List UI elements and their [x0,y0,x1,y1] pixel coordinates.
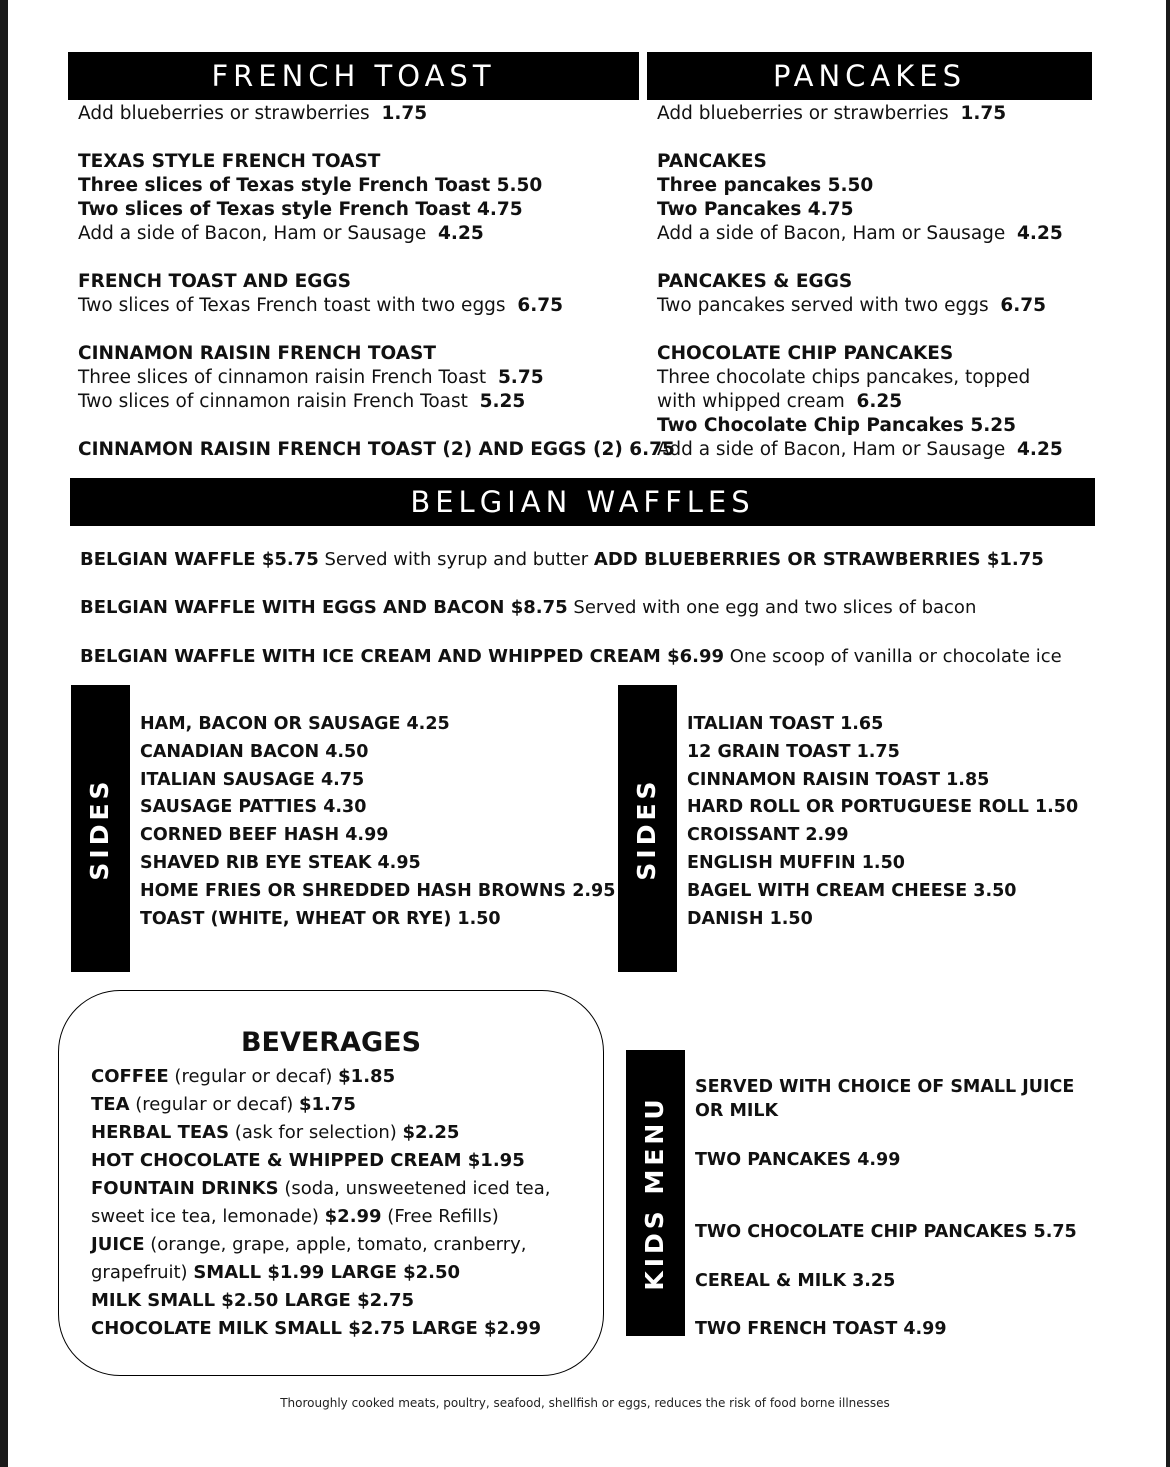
list-item: CORNED BEEF HASH 4.99 [140,825,389,846]
waffle-3-name: BELGIAN WAFFLE WITH ICE CREAM AND WHIPPED CREAM $6.99 [80,646,725,667]
bev-fountain [91,1175,550,1203]
list-item: HARD ROLL OR PORTUGUESE ROLL 1.50 [687,797,1079,818]
list-item: SHAVED RIB EYE STEAK 4.95 [140,852,421,873]
cin-two-price: 5.25 [479,391,526,412]
side-price: 4.25 [438,223,484,244]
kids-item-2: TWO CHOCOLATE CHIP PANCAKES 5.75 [695,1222,1077,1242]
sides-left-label: SIDES [85,777,114,881]
list-item: SAUSAGE PATTIES 4.30 [140,797,367,818]
list-item: CINNAMON RAISIN TOAST 1.85 [687,769,990,790]
pancakes-header: PANCAKES [647,52,1092,100]
list-item: TOAST (WHITE, WHEAT OR RYE) 1.50 [140,908,501,929]
kids-served-1: SERVED WITH CHOICE OF SMALL JUICE [695,1077,1075,1097]
left-edge [0,0,8,1467]
bev-name: COFFEE [91,1066,169,1087]
cin-two [78,390,675,414]
choc-two: Two Chocolate Chip Pancakes 5.25 [657,415,1017,436]
bev-name: HERBAL TEAS [91,1122,230,1143]
cin-three-price: 5.75 [497,367,544,388]
bev-tea [91,1091,550,1119]
waffle-line-1 [80,549,1044,570]
bev-herbal [91,1119,550,1147]
cin-title: CINNAMON RAISIN FRENCH TOAST [78,343,436,364]
bev-desc: (regular or decaf) [168,1066,339,1087]
beverages-list [91,1063,550,1343]
waffle-2-name: BELGIAN WAFFLE WITH EGGS AND BACON $8.75 [80,597,568,618]
bev-name: FOUNTAIN DRINKS [91,1178,279,1199]
pan-eggs-title: PANCAKES & EGGS [657,271,853,292]
addon-text: Add blueberries or strawberries [657,103,949,124]
bev-price: $1.75 [298,1094,356,1115]
list-item: DANISH 1.50 [687,908,813,929]
bev-hot-chocolate: HOT CHOCOLATE & WHIPPED CREAM $1.95 [91,1150,525,1171]
bev-name: JUICE [91,1234,145,1255]
waffle-2-desc: Served with one egg and two slices of bacon [567,597,977,618]
bev-juice-2 [91,1259,550,1287]
waffle-1-add: ADD BLUEBERRIES OR STRAWBERRIES $1.75 [593,549,1044,570]
waffle-3-desc: One scoop of vanilla or chocolate ice [724,646,1062,667]
bev-desc: (ask for selection) [229,1122,403,1143]
choc-line1: Three chocolate chips pancakes, topped [657,367,1031,388]
list-item: CANADIAN BACON 4.50 [140,741,369,762]
choc-line2-price: 6.25 [856,391,903,412]
list-item: HOME FRIES OR SHREDDED HASH BROWNS 2.95 [140,880,616,901]
bev-desc: grapefruit) [91,1262,194,1283]
ft-eggs-line [78,294,675,318]
waffles-header: BELGIAN WAFFLES [70,478,1095,526]
bev-fountain-2 [91,1203,550,1231]
bev-desc: sweet ice tea, lemonade) [91,1206,325,1227]
addon-price: 1.75 [381,103,428,124]
sides-right-label: SIDES [632,777,661,881]
pancakes-section [657,102,1063,462]
side-price: 4.25 [1017,223,1063,244]
kids-item-3: CEREAL & MILK 3.25 [695,1271,896,1291]
bev-price: $2.25 [402,1122,460,1143]
list-item: ENGLISH MUFFIN 1.50 [687,852,905,873]
waffle-1-desc: Served with syrup and butter [318,549,594,570]
french-toast-addon [78,102,675,126]
choc-line2 [657,390,1063,414]
bev-desc: (orange, grape, apple, tomato, cranberry, [144,1234,527,1255]
bev-milk: MILK SMALL $2.50 LARGE $2.75 [91,1290,415,1311]
list-item: BAGEL WITH CREAM CHEESE 3.50 [687,880,1017,901]
bev-name: TEA [91,1094,130,1115]
texas-side [78,222,675,246]
french-toast-section [78,102,675,462]
beverages-title: BEVERAGES [240,1027,422,1058]
sides-left-list [140,711,615,933]
sides-right-list [687,711,1078,933]
french-toast-header: FRENCH TOAST [68,52,639,100]
pan-two: Two Pancakes 4.75 [657,199,854,220]
waffle-line-3 [80,646,1062,667]
waffle-line-2 [80,597,976,618]
footer-note: Thoroughly cooked meats, poultry, seafood, shellfish or eggs, reduces the risk of food borne illnesses [280,1396,890,1410]
eggs-price: 6.75 [1000,295,1047,316]
bev-desc: (soda, unsweetened iced tea, [278,1178,551,1199]
kids-served-2: OR MILK [695,1101,779,1121]
side-text: Add a side of Bacon, Ham or Sausage [78,223,427,244]
kids-item-1: TWO PANCAKES 4.99 [695,1150,901,1170]
eggs-text: Two slices of Texas French toast with two eggs [78,295,506,316]
list-item: CROISSANT 2.99 [687,825,849,846]
eggs-price: 6.75 [517,295,563,316]
waffle-1-name: BELGIAN WAFFLE $5.75 [80,549,319,570]
list-item: ITALIAN SAUSAGE 4.75 [140,769,365,790]
pan-three: Three pancakes 5.50 [657,175,874,196]
bev-note: (Free Refills) [381,1206,499,1227]
texas-title: TEXAS STYLE FRENCH TOAST [78,151,381,172]
cin-eggs: CINNAMON RAISIN FRENCH TOAST (2) AND EGGS (2) 6.75 [78,439,675,460]
pan-title: PANCAKES [657,151,767,172]
pan-eggs-line [657,294,1063,318]
list-item: ITALIAN TOAST 1.65 [687,714,884,734]
cin-three [78,366,675,390]
bev-price: SMALL $1.99 LARGE $2.50 [193,1262,461,1283]
texas-three: Three slices of Texas style French Toast 5.50 [78,175,543,196]
kids-menu-label: KIDS MENU [640,1095,669,1291]
side-text: Add a side of Bacon, Ham or Sausage [657,223,1006,244]
bev-chocolate-milk: CHOCOLATE MILK SMALL $2.75 LARGE $2.99 [91,1318,541,1339]
addon-text: Add blueberries or strawberries [78,103,370,124]
bev-coffee [91,1063,550,1091]
bev-juice [91,1231,550,1259]
bev-price: $2.99 [324,1206,382,1227]
texas-two: Two slices of Texas style French Toast 4.75 [78,199,523,220]
eggs-text: Two pancakes served with two eggs [657,295,989,316]
choc-title: CHOCOLATE CHIP PANCAKES [657,343,954,364]
pan-side2 [657,438,1063,462]
bev-price: $1.85 [338,1066,396,1087]
ft-eggs-title: FRENCH TOAST AND EGGS [78,271,351,292]
side2-text: Add a side of Bacon, Ham or Sausage [657,439,1006,460]
choc-line2-text: with whipped cream [657,391,845,412]
addon-price: 1.75 [960,103,1007,124]
bev-desc: (regular or decaf) [129,1094,299,1115]
cin-three-text: Three slices of cinnamon raisin French Toast [78,367,487,388]
list-item: HAM, BACON OR SAUSAGE 4.25 [140,714,450,734]
pan-side [657,222,1063,246]
side2-price: 4.25 [1017,439,1063,460]
right-edge [1166,0,1170,1467]
cin-two-text: Two slices of cinnamon raisin French Toast [78,391,468,412]
kids-item-4: TWO FRENCH TOAST 4.99 [695,1319,947,1339]
pancakes-addon [657,102,1063,126]
list-item: 12 GRAIN TOAST 1.75 [687,741,900,762]
